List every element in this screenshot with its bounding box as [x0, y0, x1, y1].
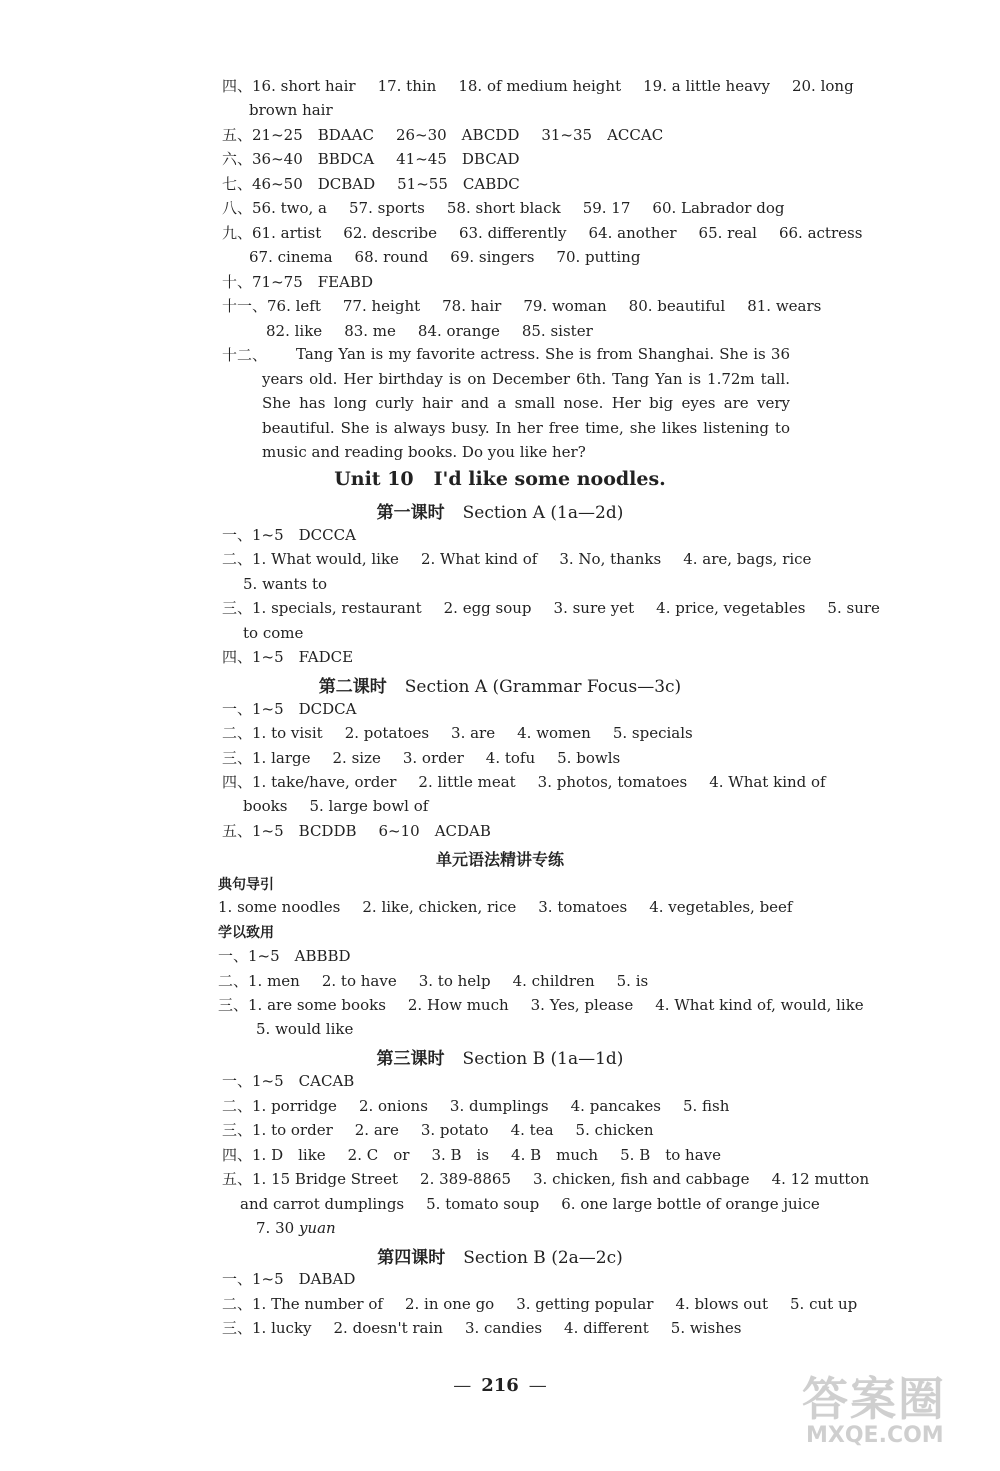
answer-line: 九、61. artist 62. describe 63. differently 64. another 65. real 66. actress — [222, 224, 863, 242]
answer-line: 八、56. two, a 57. sports 58. short black 59. 17 60. Labrador dog — [222, 199, 785, 217]
answer-line: 四、1. D like 2. C or 3. B is 4. B much 5. B to have — [222, 1146, 721, 1164]
page-number: — 216 — — [453, 1375, 547, 1396]
answer-line: 十一、76. left 77. height 78. hair 79. woman 80. beautiful 81. wears — [222, 297, 822, 315]
watermark-logo-icon: 答案圈 — [802, 1372, 946, 1426]
answer-line: 一、1~5 DABAD — [222, 1270, 356, 1288]
watermark-logo — [802, 1363, 982, 1453]
answer-line: 一、1~5 DCDCA — [222, 700, 357, 718]
answer-line: 六、36~40 BBDCA 41~45 DBCAD — [222, 150, 520, 168]
answer-line: and carrot dumplings 5. tomato soup 6. one large bottle of orange juice — [240, 1195, 820, 1213]
answer-line: 四、1~5 FADCE — [222, 648, 354, 666]
answer-line: books 5. large bowl of — [243, 797, 429, 815]
answer-line: 五、21~25 BDAAC 26~30 ABCDD 31~35 ACCAC — [222, 126, 664, 144]
essay-label: 十二、 — [222, 346, 268, 364]
answer-line: 五、1. 15 Bridge Street 2. 389-8865 3. chicken, fish and cabbage 4. 12 mutton — [222, 1170, 870, 1188]
answer-line: 三、1. are some books 2. How much 3. Yes, please 4. What kind of, would, like — [218, 996, 864, 1014]
answer-line: 82. like 83. me 84. orange 85. sister — [266, 322, 593, 340]
answer-line: 三、1. large 2. size 3. order 4. tofu 5. bowls — [222, 749, 621, 767]
answer-line: 五、1~5 BCDDB 6~10 ACDAB — [222, 822, 491, 840]
answer-line: 1. some noodles 2. like, chicken, rice 3. tomatoes 4. vegetables, beef — [218, 898, 793, 916]
grammar-section-title: 单元语法精讲专练 — [435, 850, 564, 869]
lesson-heading: 第三课时 Section B (1a—1d) — [376, 1049, 624, 1069]
watermark-url: MXQE.COM — [806, 1423, 944, 1448]
lesson-heading: 第四课时 Section B (2a—2c) — [377, 1248, 623, 1268]
lesson-heading: 第二课时 Section A (Grammar Focus—3c) — [318, 677, 682, 697]
answer-line: 三、1. lucky 2. doesn't rain 3. candies 4. different 5. wishes — [222, 1319, 742, 1337]
answer-line: 7. 30 yuan — [256, 1219, 336, 1237]
answer-line: 四、1. take/have, order 2. little meat 3. photos, tomatoes 4. What kind of — [222, 773, 826, 791]
answer-line: to come — [243, 624, 304, 642]
answer-line: 二、1. to visit 2. potatoes 3. are 4. women 5. specials — [222, 724, 693, 742]
answer-line: 一、1~5 ABBBD — [218, 947, 351, 965]
answer-line: 5. wants to — [243, 575, 328, 593]
answer-line: 5. would like — [256, 1020, 354, 1038]
answer-line: 二、1. men 2. to have 3. to help 4. children 5. is — [218, 972, 649, 990]
answer-line: 三、1. specials, restaurant 2. egg soup 3. sure yet 4. price, vegetables 5. sure — [222, 599, 880, 617]
subsection-title: 典句导引 — [218, 877, 274, 893]
subsection-title: 学以致用 — [218, 925, 274, 941]
model-essay: Tang Yan is my favorite actress. She is from Shanghai. She is 36 years old. Her birthday is on December 6th. Tang Yan is 1.72m tall. She has long curly hair and a small nose. Her big eyes are very beautiful. She is always busy. In her free time, she likes listening to music and reading books. Do you like her? — [262, 345, 790, 462]
answer-line: 七、46~50 DCBAD 51~55 CABDC — [222, 175, 520, 193]
answer-line: 67. cinema 68. round 69. singers 70. putting — [249, 248, 641, 266]
answer-line: 十、71~75 FEABD — [222, 273, 373, 291]
answer-line: brown hair — [249, 101, 333, 119]
answer-line: 二、1. porridge 2. onions 3. dumplings 4. pancakes 5. fish — [222, 1097, 730, 1115]
answer-line: 一、1~5 DCCCA — [222, 526, 356, 544]
answer-line: 二、1. The number of 2. in one go 3. getting popular 4. blows out 5. cut up — [222, 1295, 858, 1313]
answer-line: 二、1. What would, like 2. What kind of 3. No, thanks 4. are, bags, rice — [222, 550, 812, 568]
answer-line: 三、1. to order 2. are 3. potato 4. tea 5. chicken — [222, 1121, 654, 1139]
answer-line: 一、1~5 CACAB — [222, 1072, 355, 1090]
unit-title: Unit 10 I'd like some noodles. — [334, 468, 666, 490]
answer-line: 四、16. short hair 17. thin 18. of medium height 19. a little heavy 20. long — [222, 77, 854, 95]
lesson-heading: 第一课时 Section A (1a—2d) — [376, 503, 624, 523]
